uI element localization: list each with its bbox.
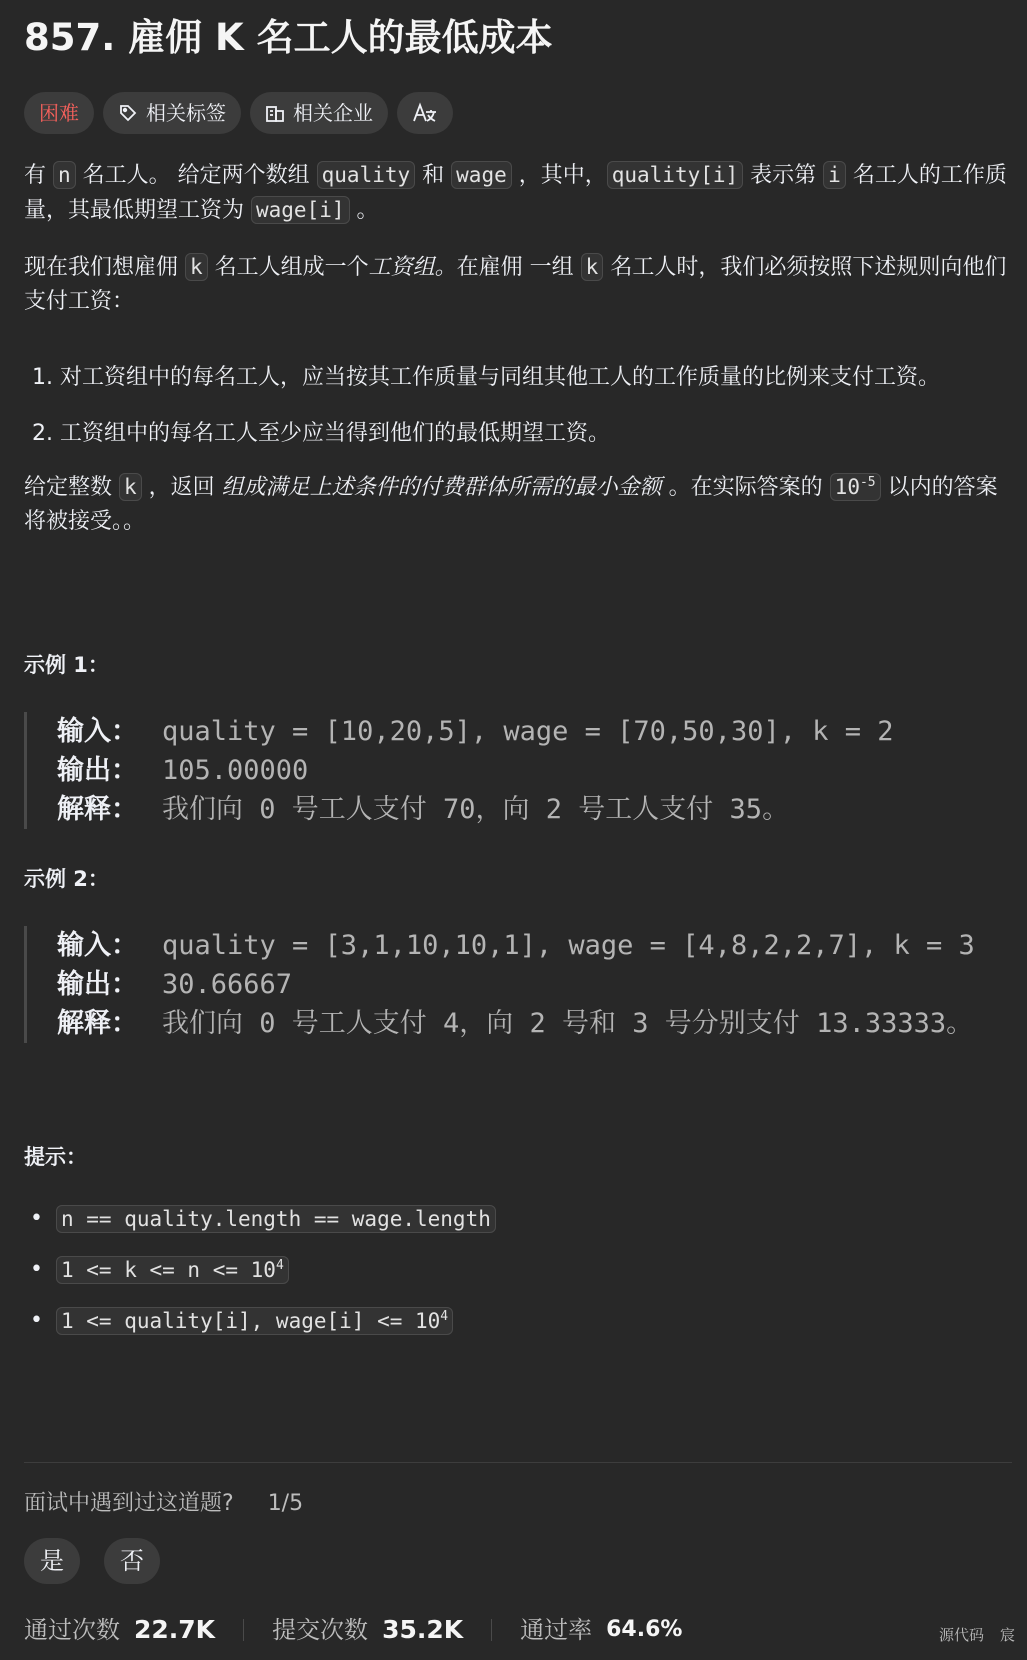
acceptance-rate-label: 通过率 <box>520 1616 593 1644</box>
inline-code: quality <box>317 161 416 189</box>
interview-question-row <box>24 1487 1014 1521</box>
inline-code: n <box>53 161 76 189</box>
related-companies-label: 相关企业 <box>293 101 373 125</box>
description-paragraph-3: 给定整数 k ，返回 组成满足上述条件的付费群体所需的最小金额 。在实际答案的 $10^{-5}$ 以内的答案将被接受。。 <box>24 475 998 534</box>
difficulty-badge[interactable] <box>24 92 94 134</box>
example-1-block: 输入： quality = [10,20,5], wage = [70,50,30], k = 2 输出： 105.00000 解释： 我们向 0 号工人支付 70，向 2 号工人支付 35。 <box>24 712 894 829</box>
stats-bar <box>24 1613 682 1647</box>
tag-icon <box>118 103 138 123</box>
hints-heading: 提示： <box>24 1145 87 1169</box>
inline-code: wage <box>451 161 512 189</box>
example-2-heading: 示例 2： <box>24 867 109 891</box>
rule-item: 1. 对工资组中的每名工人，应当按其工作质量与同组其他工人的工作质量的比例来支付工资。 <box>32 365 940 390</box>
hint-item: • $1 <= k <= n <= 10^4$ <box>24 1253 1014 1288</box>
related-tags-button[interactable] <box>103 92 241 134</box>
author-link[interactable]: 宸 <box>999 1626 1015 1644</box>
hint-item: • n == quality.length == wage.length <box>24 1202 1014 1237</box>
description-paragraph-2: 现在我们想雇佣 k 名工人组成一个工资组。在雇佣 一组 k 名工人时，我们必须按照下述规则向他们支付工资： <box>24 255 1007 314</box>
description-paragraph-1: 有 n 名工人。 给定两个数组 quality 和 wage ，其中， quality[i] 表示第 i 名工人的工作质量，其最低期望工资为 wage[i] 。 <box>24 163 1007 223</box>
accepted-count: 22.7K <box>134 1615 216 1644</box>
interview-answer-row <box>24 1538 1014 1584</box>
inline-code: k <box>581 253 604 281</box>
submissions-label: 提交次数 <box>272 1616 369 1644</box>
difficulty-label: 困难 <box>39 101 79 125</box>
inline-code: $10^{-5}$ <box>830 473 881 501</box>
source-code-link[interactable]: 源代码 <box>938 1626 984 1644</box>
hint-item: • 1 <= quality[i], wage[i] <= $10^4$ <box>24 1304 1014 1339</box>
emphasis-text: 组成满足上述条件的付费群体所需的最小金额 <box>221 475 662 500</box>
rules-list <box>24 361 1022 473</box>
related-companies-button[interactable] <box>250 92 388 134</box>
divider <box>24 1462 1012 1463</box>
interview-question: 面试中遇到过这道题? <box>24 1491 234 1516</box>
building-icon <box>265 103 285 123</box>
related-tags-label: 相关标签 <box>146 101 226 125</box>
hints-list <box>24 1202 1014 1355</box>
inline-code: quality[i] <box>607 161 743 189</box>
footer-links <box>939 1618 1015 1652</box>
emphasis-text: 工资组。 <box>368 255 457 280</box>
inline-code: wage[i] <box>251 196 350 224</box>
accepted-label: 通过次数 <box>24 1616 120 1644</box>
inline-code: k <box>119 473 142 501</box>
example-2-block: 输入： quality = [3,1,10,10,1], wage = [4,8,2,2,7], k = 3 输出： 30.66667 解释： 我们向 0 号工人支付 4，向 2 号和 3 号分别支付 13.33333。 <box>24 926 975 1043</box>
stats-separator <box>491 1619 492 1641</box>
translate-icon <box>412 102 438 124</box>
rule-item: 2. 工资组中的每名工人至少应当得到他们的最低期望工资。 <box>32 421 610 446</box>
submissions-count: 35.2K <box>382 1615 464 1644</box>
stats-separator <box>243 1619 244 1641</box>
tag-bar <box>24 92 453 134</box>
acceptance-rate: 64.6% <box>606 1617 683 1642</box>
no-button[interactable]: 否 <box>104 1538 160 1584</box>
inline-code: k <box>185 253 208 281</box>
yes-button[interactable]: 是 <box>24 1538 80 1584</box>
problem-title: 857. 雇佣 K 名工人的最低成本 <box>24 16 553 59</box>
translate-button[interactable] <box>397 92 453 134</box>
example-1-heading: 示例 1： <box>24 653 109 677</box>
interview-progress: 1/5 <box>267 1491 304 1516</box>
inline-code: i <box>823 161 846 189</box>
